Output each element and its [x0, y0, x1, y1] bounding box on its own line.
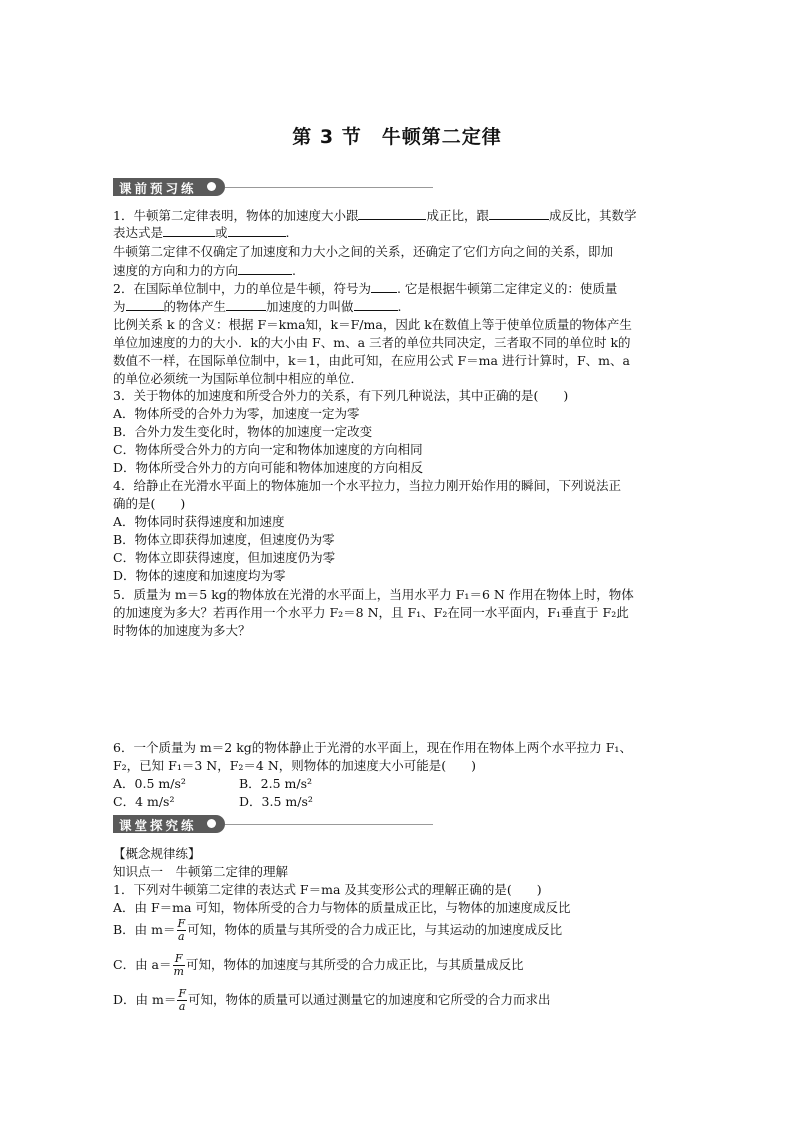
- fraction: $\frac{F}{a}$: [177, 917, 186, 943]
- question-stem: F₂，已知 F₁＝3 N，F₂＝4 N，则物体的加速度大小可能是( ): [113, 758, 477, 773]
- question-stem: 确的是( ): [113, 496, 186, 511]
- question-stem: 的加速度为多大？若再作用一个水平力 F₂＝8 N，且 F₁、F₂在同一水平面内，F₁垂直于 F₂此: [113, 605, 629, 620]
- answer-blank[interactable]: [371, 280, 397, 293]
- option-a[interactable]: A．0.5 m/s²: [113, 776, 186, 791]
- answer-blank[interactable]: [163, 224, 215, 237]
- question-stem: 5．质量为 m＝5 kg的物体放在光滑的水平面上，当用水平力 F₁＝6 N 作用在物体上时，物体: [113, 587, 634, 602]
- question-line: 表达式是 或 .: [113, 225, 290, 240]
- section-label: 课前预习练: [119, 181, 197, 196]
- question-stem: 3．关于物体的加速度和所受合外力的关系，有下列几种说法，其中正确的是( ): [113, 388, 569, 403]
- subheading: 【概念规律练】: [113, 846, 201, 861]
- question-line: 数值不一样，在国际单位制中，k＝1，由此可知，在应用公式 F＝ma 进行计算时，F、m、a: [113, 353, 630, 368]
- option-a[interactable]: A．物体同时获得速度和加速度: [113, 514, 285, 529]
- question-stem: 时物体的加速度为多大？: [113, 623, 251, 638]
- question-line: 1．牛顿第二定律表明，物体的加速度大小跟 成正比，跟 成反比，其数学: [113, 208, 637, 223]
- question-line: 牛顿第二定律不仅确定了加速度和力大小之间的关系，还确定了它们方向之间的关系，即加: [113, 244, 614, 259]
- question-line: 比例关系 k 的含义：根据 F＝kma知，k＝F/ma，因此 k在数值上等于使单位质量的物体产生: [113, 317, 632, 332]
- question-line: 速度的方向和力的方向 .: [113, 263, 296, 278]
- answer-blank[interactable]: [226, 298, 266, 311]
- question-stem: 6．一个质量为 m＝2 kg的物体静止于光滑的水平面上，现在作用在物体上两个水平拉力 F₁、: [113, 740, 632, 755]
- knowledge-point-heading: 知识点一 牛顿第二定律的理解: [113, 864, 289, 879]
- question-stem: 1．下列对牛顿第二定律的表达式 F＝ma 及其变形公式的理解正确的是( ): [113, 882, 542, 897]
- fraction: $\frac{F}{m}$: [173, 952, 184, 978]
- question-line: 为 的物体产生 加速度的力叫做 .: [113, 299, 402, 314]
- option-b[interactable]: B．2.5 m/s²: [239, 776, 313, 791]
- option-c[interactable]: C．物体立即获得速度，但加速度仍为零: [113, 550, 336, 565]
- answer-blank[interactable]: [358, 207, 426, 220]
- question-line: 单位加速度的力的大小．k的大小由 F、m、a 三者的单位共同决定，三者取不同的单位时 k的: [113, 335, 631, 350]
- question-line: 的单位必须统一为国际单位制中相应的单位．: [113, 371, 364, 386]
- option-d[interactable]: D．由 m＝ $\frac{F}{a}$ 可知，物体的质量可以通过测量它的加速度和它所受的合力而求出: [113, 987, 551, 1013]
- bullet-dot-icon: [207, 182, 216, 191]
- section-label: 课堂探究练: [119, 818, 197, 833]
- answer-blank[interactable]: [126, 298, 164, 311]
- answer-blank[interactable]: [489, 207, 549, 220]
- section-banner-explore: [113, 815, 433, 833]
- option-c[interactable]: C．4 m/s²: [113, 794, 175, 809]
- option-a[interactable]: A．物体所受的合外力为零，加速度一定为零: [113, 406, 360, 421]
- answer-blank[interactable]: [238, 262, 292, 275]
- divider: [225, 824, 433, 825]
- option-b[interactable]: B．由 m＝ $\frac{F}{a}$ 可知，物体的质量与其所受的合力成正比，与其运动的加速度成反比: [113, 917, 563, 943]
- page-title: 第 3 节 牛顿第二定律: [292, 126, 502, 148]
- option-b[interactable]: B．物体立即获得加速度，但速度仍为零: [113, 532, 335, 547]
- bullet-dot-icon: [207, 819, 216, 828]
- question-stem: 4．给静止在光滑水平面上的物体施加一个水平拉力，当拉力刚开始作用的瞬间，下列说法正: [113, 478, 621, 493]
- option-c[interactable]: C．由 a＝ $\frac{F}{m}$ 可知，物体的加速度与其所受的合力成正比，与其质量成反比: [113, 952, 524, 978]
- question-line: 2．在国际单位制中，力的单位是牛顿，符号为 . 它是根据牛顿第二定律定义的：使质量: [113, 281, 618, 296]
- option-a[interactable]: A．由 F＝ma 可知，物体所受的合力与物体的质量成正比，与物体的加速度成反比: [113, 900, 571, 915]
- answer-blank[interactable]: [354, 298, 398, 311]
- fraction: $\frac{F}{a}$: [178, 987, 186, 1013]
- option-c[interactable]: C．物体所受合外力的方向一定和物体加速度的方向相同: [113, 442, 423, 457]
- option-d[interactable]: D．物体所受合外力的方向可能和物体加速度的方向相反: [113, 460, 424, 475]
- option-b[interactable]: B．合外力发生变化时，物体的加速度一定改变: [113, 424, 373, 439]
- divider: [225, 187, 433, 188]
- answer-blank[interactable]: [228, 224, 286, 237]
- option-d[interactable]: D．3.5 m/s²: [239, 794, 313, 809]
- option-d[interactable]: D．物体的速度和加速度均为零: [113, 568, 286, 583]
- section-banner-preview: [113, 178, 433, 196]
